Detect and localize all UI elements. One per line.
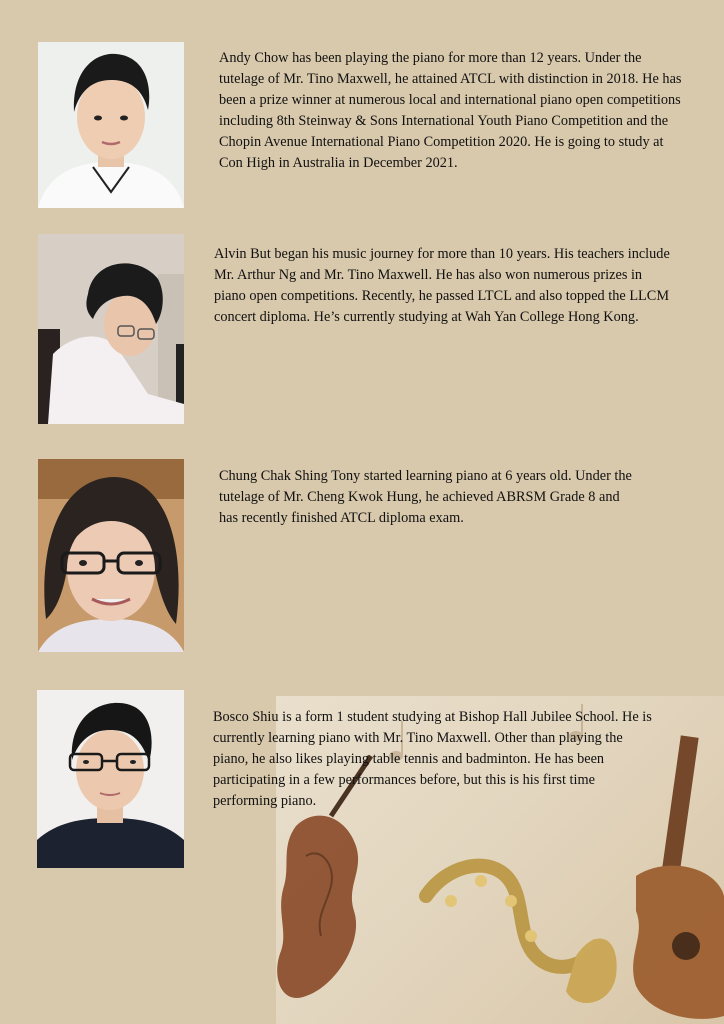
portrait-photo-icon [38,234,184,424]
profile-bio-4: Bosco Shiu is a form 1 student studying at Bishop Hall Jubilee School. He is currently learning piano with Mr. Tino Maxwell. Other than playing the piano, he also likes playing table tennis and badminton. He has been participating in a few performances before, but this is his first time performing piano. [213,709,652,809]
saxophone-icon [426,866,617,1003]
profile-bio-1: Andy Chow has been playing the piano for more than 12 years. Under the tutelage of Mr. Tino Maxwell, he attained ATCL with distinction in 2018. He has been a prize winner at numerous local and international piano open competitions including 8th Steinway & Sons International Youth Piano Competition and the Chopin Avenue International Piano Competition 2020. He is going to study at Con High in Australia in December 2021. [219,50,682,171]
portrait-photo-icon [38,42,184,208]
profile-photo-2 [38,234,184,424]
profile-bio-2: Alvin But began his music journey for more than 10 years. His teachers include Mr. Arthur Ng and Mr. Tino Maxwell. He has also won numerous prizes in piano open competitions. Recently, he passed LTCL and also topped the LLCM concert diploma. He’s currently studying at Wah Yan College Hong Kong. [214,246,670,325]
portrait-photo-icon [38,459,184,652]
profile-photo-1 [38,42,184,208]
profile-photo-4 [37,690,184,868]
profile-photo-3 [38,459,184,652]
portrait-photo-icon [37,690,184,868]
profile-bio-3: Chung Chak Shing Tony started learning piano at 6 years old. Under the tutelage of Mr. Cheng Kwok Hung, he achieved ABRSM Grade 8 and has recently finished ATCL diploma exam. [219,468,632,526]
